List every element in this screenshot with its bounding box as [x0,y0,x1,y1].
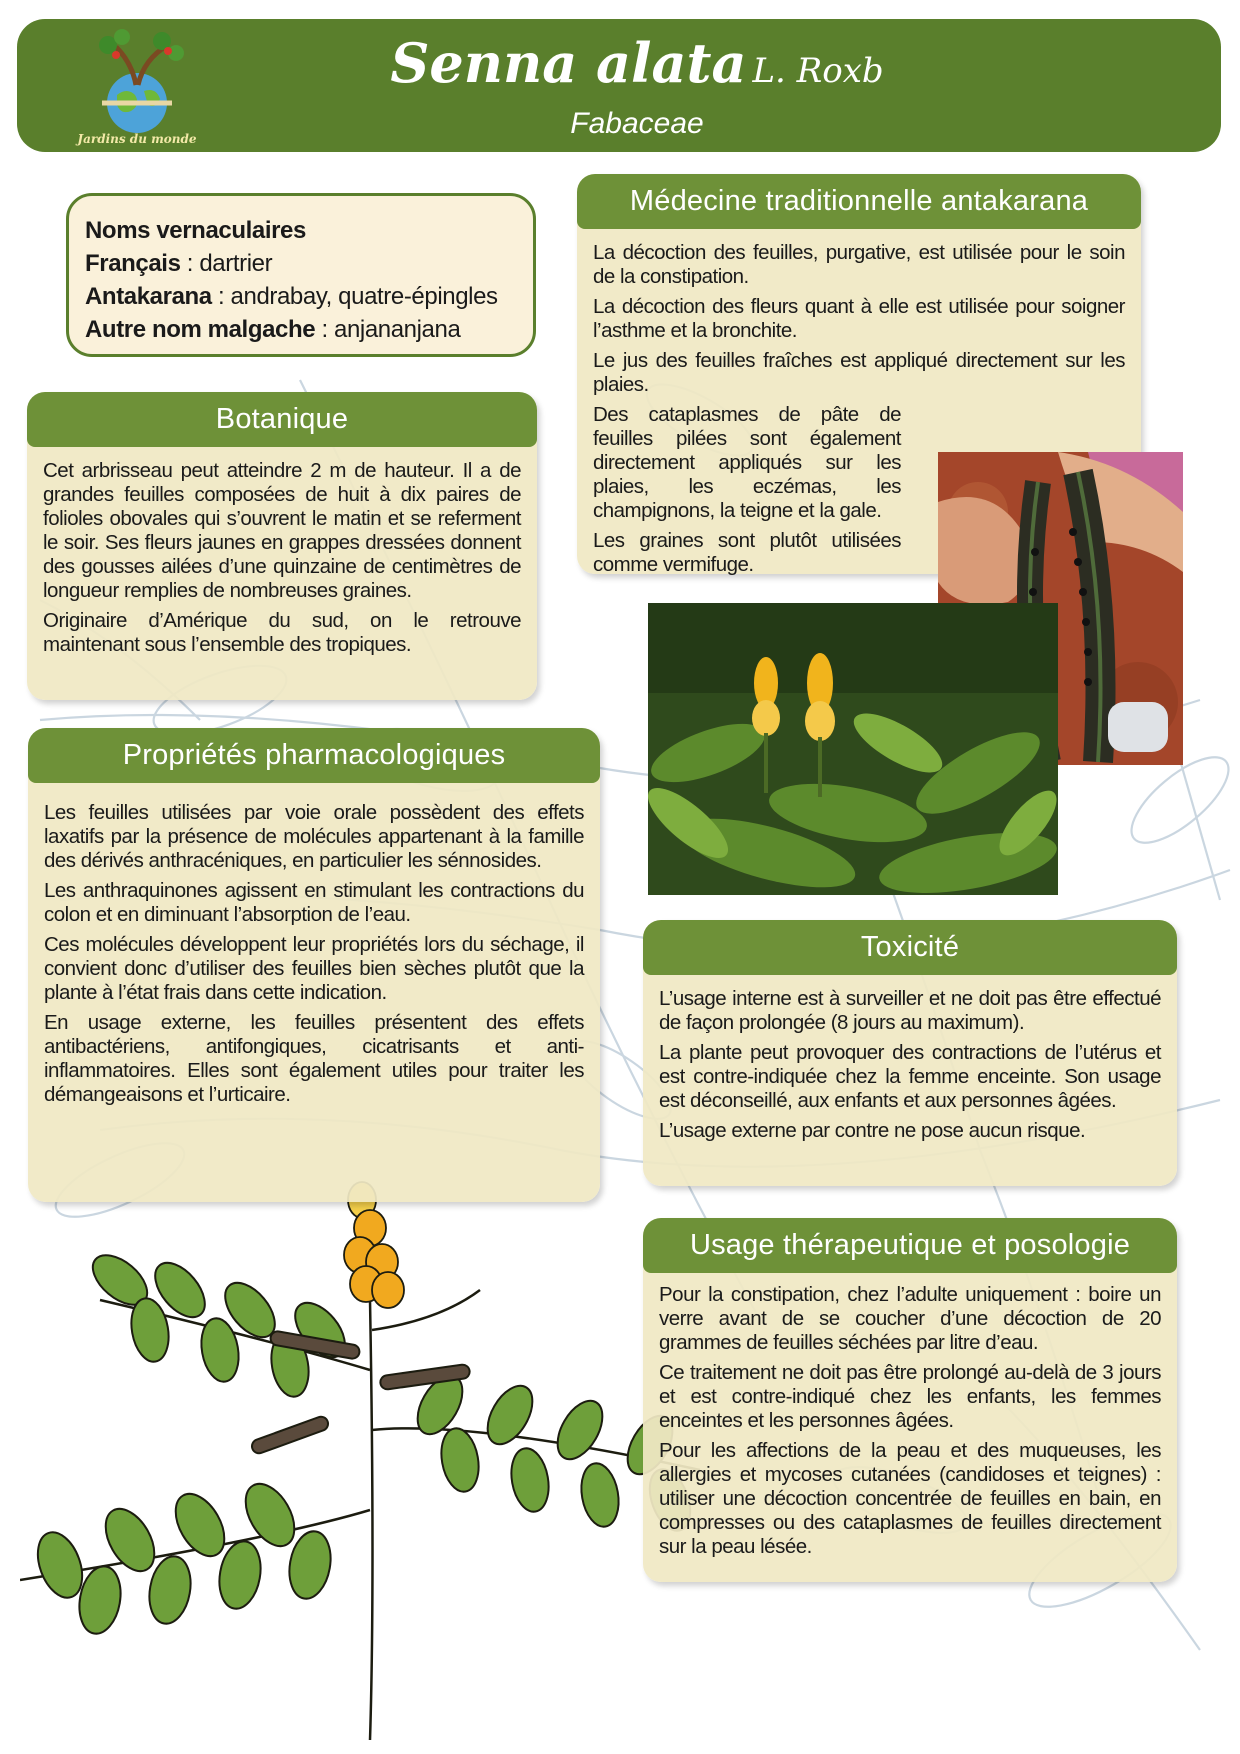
toxicite-paragraph: La plante peut provoquer des contractions de l’utérus et est contre-indiquée chez la femme enceinte. Son usage est déconseillé, aux enfants et aux personnes âgées. [659,1041,1161,1112]
plant-illustration [20,1180,720,1750]
species-title [317,31,957,95]
jardins-du-monde-logo [62,25,212,150]
species-name: Senna alata [390,31,747,95]
proprietes-title: Propriétés pharmacologiques [28,728,600,783]
usage-title: Usage thérapeutique et posologie [643,1218,1177,1273]
vernacular-row-antakarana: Antakarana : andrabay, quatre-épingles [85,283,498,310]
botanique-paragraph: Originaire d’Amérique du sud, on le retrouve maintenant sous l’ensemble des tropiques. [43,609,521,656]
medecine-paragraph: Les graines sont plutôt utilisées comme vermifuge. [593,529,901,576]
botanique-body [27,447,537,657]
vernacular-row-malagasy: Autre nom malgache : anjananjana [85,316,461,343]
usage-body [643,1273,1177,1559]
botanique-title: Botanique [27,392,537,447]
vernacular-row-french: Français : dartrier [85,250,273,277]
title-banner [17,19,1221,152]
toxicite-paragraph: L’usage interne est à surveiller et ne doit pas être effectué de façon prolongée (8 jours au maximum). [659,987,1161,1034]
flowering-plant-photo [648,603,1058,895]
botanique-panel [27,392,537,700]
usage-panel [643,1218,1177,1582]
vernacular-heading: Noms vernaculaires [85,217,306,244]
species-author: L. Roxb [752,51,884,91]
vernacular-names-box [66,193,536,357]
medecine-paragraph: Des cataplasmes de pâte de feuilles pilées sont également directement appliqués sur les plaies, les eczémas, les champignons, la teigne et la gale. [593,403,901,522]
medecine-paragraph: La décoction des feuilles, purgative, est utilisée pour le soin de la constipation. [593,241,1125,288]
toxicite-title: Toxicité [643,920,1177,975]
proprietes-body [28,783,600,1107]
medecine-title: Médecine traditionnelle antakarana [577,174,1141,229]
proprietes-paragraph: En usage externe, les feuilles présentent des effets antibactériens, antifongiques, cicatrisants et anti-inflammatoires. Elles sont également utiles pour traiter les démangeaisons et l’urticaire. [44,1011,584,1106]
medecine-paragraph: La décoction des fleurs quant à elle est utilisée pour soigner l’asthme et la bronchite. [593,295,1125,342]
proprietes-paragraph: Ces molécules développent leur propriétés lors du séchage, il convient donc d’utiliser des feuilles bien sèches plutôt que la plante à l’état frais dans cette indication. [44,933,584,1004]
proprietes-paragraph: Les feuilles utilisées par voie orale possèdent des effets laxatifs par la présence de molécules appartenant à la famille des dérivés anthracéniques, en particulier les sénnosides. [44,801,584,872]
botanique-paragraph: Cet arbrisseau peut atteindre 2 m de hauteur. Il a de grandes feuilles composées de huit à dix paires de folioles obovales qui s’ouvrent le matin et se referment le soir. Ses fleurs jaunes en grappes dressées donnent des gousses ailées d’une quinzaine de centimètres de longueur remplies de nombreuses graines. [43,459,521,602]
proprietes-paragraph: Les anthraquinones agissent en stimulant les contractions du colon et en diminuant l’absorption de l’eau. [44,879,584,926]
usage-paragraph: Pour la constipation, chez l’adulte uniquement : boire un verre avant de se coucher d’une décoction de 20 grammes de feuilles séchées par litre d’eau. [659,1283,1161,1354]
family-name: Fabaceae [570,107,704,140]
toxicite-panel [643,920,1177,1186]
toxicite-paragraph: L’usage externe par contre ne pose aucun risque. [659,1119,1086,1142]
globe-tree-icon [62,25,212,135]
proprietes-panel [28,728,600,1202]
medecine-paragraph: Le jus des feuilles fraîches est appliqué directement sur les plaies. [593,349,1125,396]
usage-paragraph: Pour les affections de la peau et des muqueuses, les allergies et mycoses cutanées (candidoses et teignes) : utiliser une décoction concentrée de feuilles en bain, en compresses ou des cataplasmes de feuilles directement sur la peau lésée. [659,1439,1161,1558]
logo-text: Jardins du monde [77,132,197,146]
toxicite-body [643,975,1177,1143]
usage-paragraph: Ce traitement ne doit pas être prolongé au-delà de 3 jours et est contre-indiqué chez les enfants, les femmes enceintes et les personnes âgées. [659,1361,1161,1432]
